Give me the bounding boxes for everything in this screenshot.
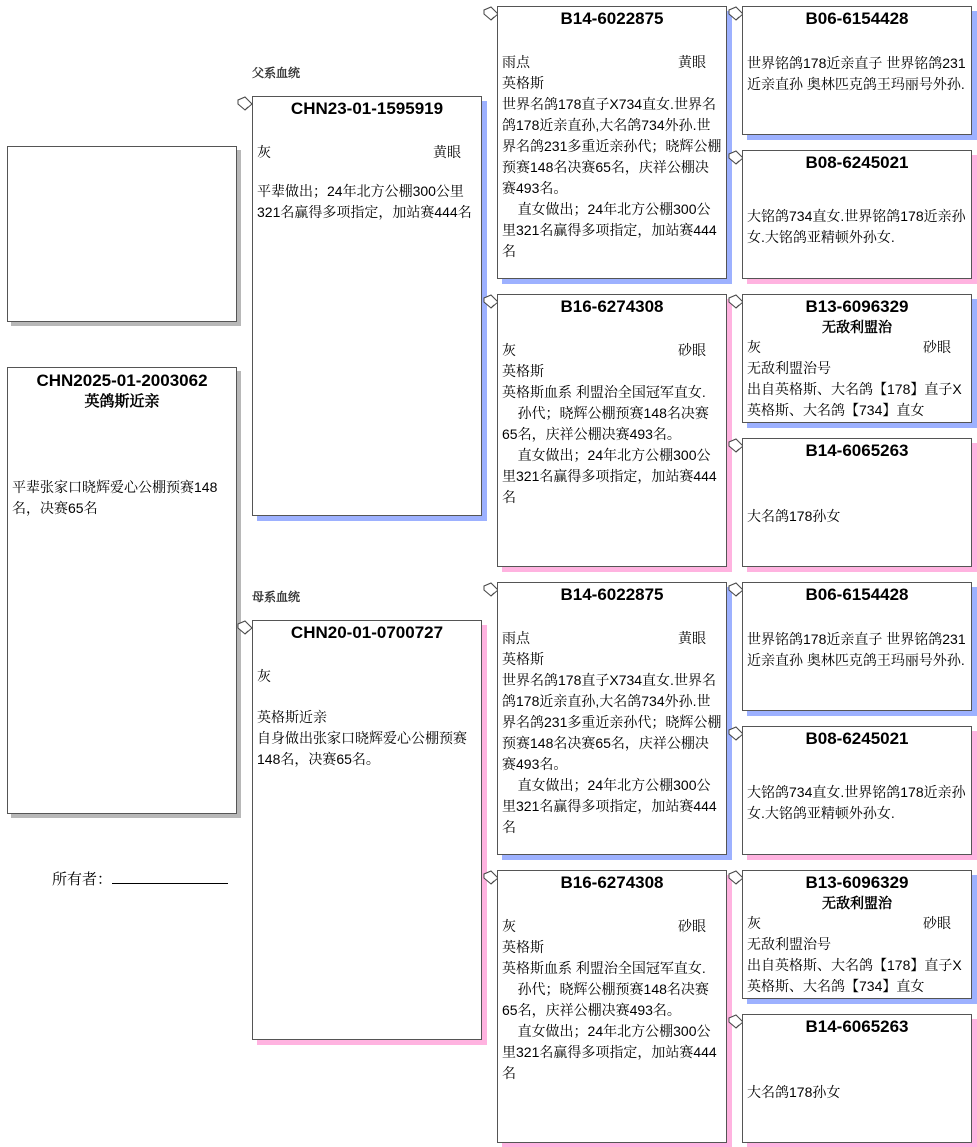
sire-dam-eye: 砂眼 [678,342,706,358]
great-grandparent-card[interactable] [742,1014,972,1143]
sire-sire-ring: B14-6022875 [560,9,664,28]
great-grandparent-eye: 砂眼 [923,915,951,931]
sire-color: 灰 [257,144,271,160]
dam-sire-eye: 黄眼 [678,630,706,646]
great-grandparent-ring: B06-6154428 [805,585,909,604]
dam-dam-ring: B16-6274308 [560,873,664,892]
sire-sire-card[interactable] [497,6,727,279]
great-grandparent-ring: B06-6154428 [805,9,909,28]
sire-desc: 平辈做出；24年北方公棚300公里321名赢得多项指定，加站赛444名 [257,183,472,220]
sire-card[interactable] [252,96,482,516]
great-grandparent-color: 灰 [747,339,761,355]
great-grandparent-eye: 砂眼 [923,339,951,355]
subject-name: 英鸽斯近亲 [84,393,160,410]
pigeon-photo-frame [7,146,237,322]
dam-sire-color: 雨点 [502,630,530,646]
great-grandparent-desc: 无敌利盟治号 出自英格斯、大名鸽【178】直子X英格斯、大名鸽【734】直女 [747,936,962,994]
sire-sire-desc: 英格斯 世界名鸽178直子X734直女.世界名鸽178近亲直孙,大名鸽734外孙.世界名鸽231多重近亲孙代；晓辉公棚预赛148名决赛65名，庆祥公棚决赛493名。 直女做出；24年北方公棚300公里321名赢得多项指定，加站赛444名 [502,75,722,259]
dam-card[interactable] [252,620,482,1040]
great-grandparent-desc: 世界铭鸽178近亲直子 世界铭鸽231近亲直孙 奥林匹克鸽王玛丽号外孙. [747,55,966,92]
sire-dam-card[interactable] [497,294,727,567]
dam-sire-desc: 英格斯 世界名鸽178直子X734直女.世界名鸽178近亲直孙,大名鸽734外孙.世界名鸽231多重近亲孙代；晓辉公棚预赛148名决赛65名，庆祥公棚决赛493名。 直女做出；24年北方公棚300公里321名赢得多项指定，加站赛444名 [502,651,722,835]
dam-dam-eye: 砂眼 [678,918,706,934]
sire-sire-color: 雨点 [502,54,530,70]
dam-dam-color: 灰 [502,918,516,934]
great-grandparent-card[interactable] [742,294,972,423]
sire-dam-desc: 英格斯 英格斯血系 利盟治全国冠军直女. 孙代；晓辉公棚预赛148名决赛65名，庆祥公棚决赛493名。 直女做出；24年北方公棚300公里321名赢得多项指定，加站赛444名 [502,363,717,505]
great-grandparent-ring: B08-6245021 [805,153,909,172]
sire-dam-color: 灰 [502,342,516,358]
great-grandparent-ring: B13-6096329 [805,297,909,316]
subject-ring: CHN2025-01-2003062 [36,371,208,390]
great-grandparent-card[interactable] [742,726,972,855]
subject-card[interactable] [7,367,237,814]
dam-line-label: 母系血统 [252,590,301,604]
dam-sire-card[interactable] [497,582,727,855]
great-grandparent-ring: B13-6096329 [805,873,909,892]
sire-sire-eye: 黄眼 [678,54,706,70]
dam-ring: CHN20-01-0700727 [290,623,444,642]
dam-sire-ring: B14-6022875 [560,585,664,604]
great-grandparent-name: 无敌利盟治 [822,319,892,335]
great-grandparent-card[interactable] [742,150,972,279]
subject-desc: 平辈张家口晓辉爱心公棚预赛148名，决赛65名 [12,479,218,516]
great-grandparent-desc: 无敌利盟治号 出自英格斯、大名鸽【178】直子X英格斯、大名鸽【734】直女 [747,360,962,418]
great-grandparent-name: 无敌利盟治 [822,895,892,911]
great-grandparent-color: 灰 [747,915,761,931]
great-grandparent-card[interactable] [742,582,972,711]
sire-dam-ring: B16-6274308 [560,297,664,316]
great-grandparent-desc: 大名鸽178孙女 [747,508,841,524]
great-grandparent-desc: 大铭鸽734直女.世界铭鸽178近亲孙女.大铭鸽亚精顿外孙女. [747,208,966,245]
great-grandparent-card[interactable] [742,6,972,135]
dam-color: 灰 [257,668,271,684]
dam-desc: 英格斯近亲 自身做出张家口晓辉爱心公棚预赛148名，决赛65名。 [257,709,467,767]
great-grandparent-ring: B14-6065263 [805,1017,909,1036]
owner-blank-line[interactable] [112,869,228,884]
great-grandparent-desc: 大铭鸽734直女.世界铭鸽178近亲孙女.大铭鸽亚精顿外孙女. [747,784,966,821]
owner-label: 所有者： [52,871,113,888]
dam-dam-desc: 英格斯 英格斯血系 利盟治全国冠军直女. 孙代；晓辉公棚预赛148名决赛65名，庆祥公棚决赛493名。 直女做出；24年北方公棚300公里321名赢得多项指定，加站赛444名 [502,939,717,1081]
great-grandparent-desc: 大名鸽178孙女 [747,1084,841,1100]
great-grandparent-card[interactable] [742,438,972,567]
great-grandparent-card[interactable] [742,870,972,999]
sire-eye: 黄眼 [433,144,461,160]
great-grandparent-desc: 世界铭鸽178近亲直子 世界铭鸽231近亲直孙 奥林匹克鸽王玛丽号外孙. [747,631,966,668]
dam-dam-card[interactable] [497,870,727,1143]
sire-ring: CHN23-01-1595919 [290,99,444,118]
owner-field[interactable] [52,868,228,889]
great-grandparent-ring: B14-6065263 [805,441,909,460]
great-grandparent-ring: B08-6245021 [805,729,909,748]
sire-line-label: 父系血统 [252,66,301,80]
